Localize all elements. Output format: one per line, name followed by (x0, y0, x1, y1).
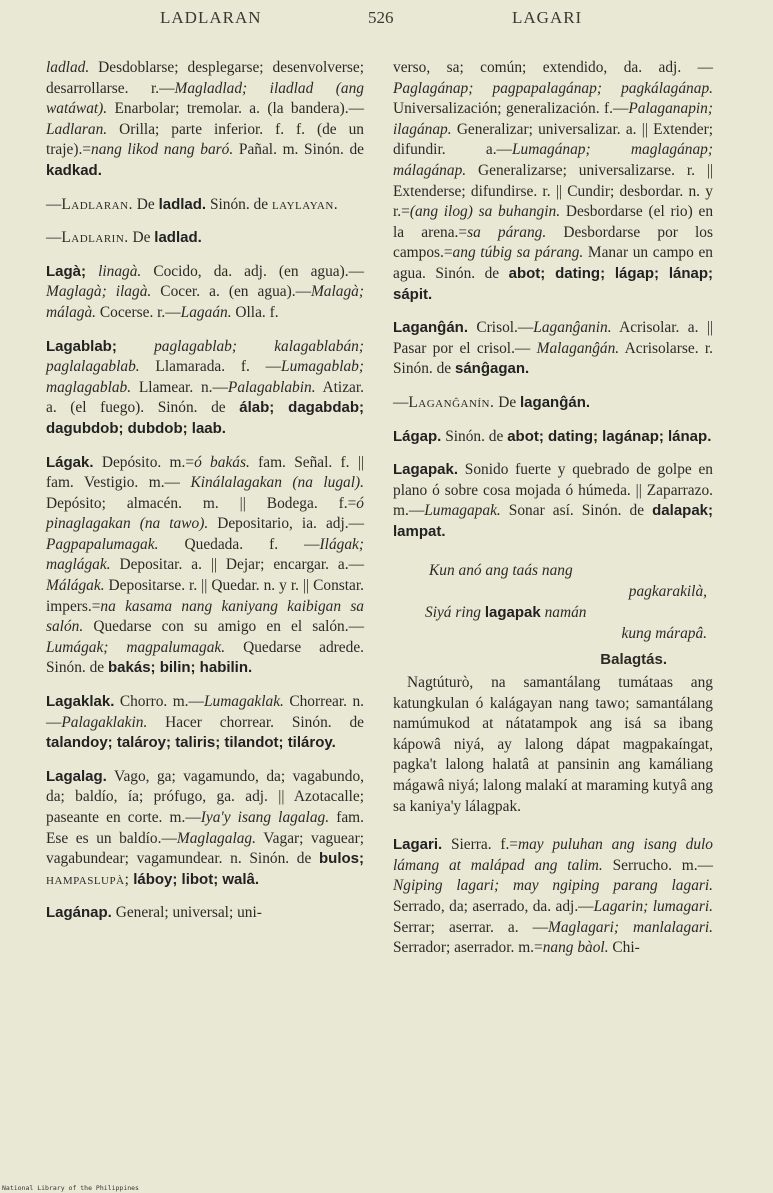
entry-text: Cocido, da. adj. (en agua).— (141, 262, 364, 280)
bold-reference: dalapak; lampat. (393, 502, 713, 540)
headword: Lagánap. (46, 904, 112, 922)
italic-text: Lagarin; lumagari. (593, 898, 713, 915)
italic-text: Palagablabin. (227, 378, 316, 396)
dictionary-entry (393, 58, 713, 305)
bold-reference: sánĝagan. (455, 360, 530, 378)
italic-text: ó bakás. (194, 453, 250, 471)
italic-text: ladlad. (46, 59, 90, 76)
italic-text: paglagablab; kalagablabán; paglalagablab. (46, 337, 364, 376)
entry-text: Depósito. m.= (93, 453, 195, 471)
italic-text: (ang ilog) sa buhangin. (409, 203, 561, 221)
entry-text: Sonido fuerte y quebrado de golpe en plano ó sobre cosa mojada ó húmeda. || Zaparrazo. m.— (393, 461, 713, 520)
entry-text: Desdoblarse; desplegarse; desenvolverse; desarrollarse. r.— (46, 59, 364, 97)
italic-text: Pagpapalumagak. (46, 535, 159, 553)
verse-line: pagkarakilà, (628, 583, 707, 601)
verse-text: Siyá ring (425, 604, 482, 622)
italic-text: Maglagà; ilagà. (46, 283, 152, 301)
entry-text: Chorro. m.— (114, 693, 204, 711)
entry-text: Chorrear. n.— (46, 693, 365, 731)
entry-text: Quedada. f. — (158, 535, 320, 553)
entry-text: Sinón. de (441, 427, 508, 445)
entry-text: General; universal; uni- (111, 904, 262, 922)
dictionary-entry (46, 228, 364, 249)
dictionary-entry (46, 767, 364, 891)
entry-text: fam. Señal. f. || fam. Vestigio. m.— (46, 453, 364, 492)
italic-text: Málágak. (46, 577, 105, 595)
entry-text: — (393, 393, 409, 411)
dictionary-entry (46, 453, 364, 680)
small-caps-reference: Laganĝanín. (408, 393, 495, 411)
italic-text: Lumágak; magpalumagak. (46, 638, 226, 656)
verse-line: Kun anó ang taás nang (429, 562, 573, 580)
bold-reference: laganĝán. (520, 393, 591, 411)
entry-text: Hacer chorrear. Sinón. de (147, 713, 364, 731)
page-number: 526 (368, 8, 394, 27)
italic-text: Ladlaran. (46, 120, 108, 138)
italic-text: Iya'y isang lagalag. (200, 809, 330, 826)
italic-text: Palagaklakin. (61, 713, 148, 731)
bold-reference: talandoy; talároy; taliris; tilandot; tilároy. (46, 734, 336, 752)
bold-reference: abot; dating; lágap; lánap; sápit. (393, 264, 713, 303)
entry-text (86, 263, 98, 280)
entry-text: De (132, 195, 159, 213)
small-caps-reference: hampaslupà; (46, 870, 130, 888)
italic-text: ó pinaglagakan (na tawo). (46, 494, 364, 533)
headword: Lagà; (46, 262, 87, 280)
headword: Laganĝán. (393, 319, 469, 337)
italic-text: linagà. (98, 262, 142, 280)
verse-author: Balagtás. (600, 651, 667, 669)
right-column (393, 58, 713, 972)
verse-quotation (425, 560, 713, 644)
small-caps-reference: Ladlarin. (61, 229, 129, 247)
entry-text: De (128, 229, 155, 247)
headword: Lagalag. (46, 767, 107, 785)
entry-text: Enarbolar; tremolar. a. (la bandera).— (107, 100, 364, 118)
italic-text: Palaganapin; ilagánap. (393, 100, 713, 138)
entry-text: Depositar. a. || Dejar; encargar. a.— (110, 556, 364, 574)
running-head-right: LAGARI (512, 8, 583, 27)
dictionary-entry (393, 393, 713, 414)
entry-text: — (46, 229, 62, 247)
italic-text: Malagà; málagà. (46, 283, 364, 321)
entry-text: Generalizar; universalizar. a. || Extender; difundir. a.— (393, 120, 713, 159)
entry-text: Sonar así. Sinón. de (500, 502, 653, 520)
entry-text: Serrar; aserrar. a. — (393, 918, 549, 936)
dictionary-entry (393, 835, 713, 959)
headword: Lagablab; (46, 337, 117, 355)
dictionary-entry (46, 195, 364, 216)
italic-text: may puluhan ang isang dulo lámang at malápad ang talim. (393, 836, 713, 874)
bold-reference: ladlad. (158, 195, 207, 213)
italic-text: Kinálalagakan (na lugal). (190, 474, 365, 492)
entry-text: Acrisolar. a. || Pasar por el crisol.— (393, 319, 714, 357)
verse-line (425, 602, 713, 623)
dictionary-entry (393, 460, 713, 542)
italic-text: Ngiping lagari; may ngiping parang lagari. (393, 877, 713, 895)
entry-text: — (46, 195, 62, 213)
italic-text: Paglagánap; pagpapalagánap; pagkálagánap. (393, 79, 713, 97)
entry-text: Vago, ga; vagamundo, da; vagabundo, da; baldío, ía; prófugo, ga. adj. || Azotacalle; paseante en corte. m.— (46, 767, 364, 826)
bold-reference: láboy; libot; walâ. (133, 870, 260, 888)
bold-reference: bakás; bilin; habilin. (108, 659, 253, 677)
entry-text: Depositario, ia. adj.— (208, 515, 364, 533)
italic-text: Lumagánap; maglagánap; málagánap. (393, 141, 713, 179)
italic-text: nang likod nang baró. (91, 141, 234, 159)
italic-text: ang túbig sa párang. (452, 244, 584, 262)
entry-text: Quedarse con su amigo en el salón.— (83, 618, 364, 636)
entry-text: Sierra. f.= (442, 836, 518, 854)
entry-text: De (494, 393, 521, 411)
italic-text: na kasama nang kaniyang kaibigan sa salón. (46, 597, 364, 636)
entry-text: Manar un campo en agua. Sinón. de (393, 244, 713, 282)
right-column-final-entries (393, 835, 713, 959)
bold-reference: kadkad. (46, 161, 102, 179)
entry-text (117, 338, 154, 355)
italic-text: Lumagaklak. (203, 693, 284, 711)
italic-text: Maglagari; manlalagari. (548, 918, 714, 936)
italic-text: Ilágak; maglágak. (46, 535, 364, 574)
headword: Lagapak. (393, 461, 459, 479)
verse-text: namán (544, 604, 587, 622)
entry-text: Serrado, da; aserrado, da. adj.— (393, 898, 594, 915)
italic-text: Maglagalag. (176, 829, 256, 847)
entry-text: Sinón. de (206, 195, 272, 213)
commentary-paragraph: Nagtúturò, na samantálang tumátaas ang katungkulan ó kalágayan nang tawo; samantálang namúmukod at nátatampok ang isá sa ibang kápowâ niyá, ay lalong dápat magpakaíngat, pagka't lalong halatâ at pansinin ang kamáliang mágawâ niyá; lalong malakí at maraming kutyâ ang sa kaniya'y lálagpak. (393, 674, 713, 815)
small-caps-reference: laylayan. (271, 195, 339, 213)
italic-text: Lagaán. (180, 303, 232, 321)
entry-text: Quedarse adrede. Sinón. de (46, 638, 364, 677)
library-footer: National Library of the Philippines (2, 1184, 139, 1192)
verse-keyword: lagapak (484, 604, 541, 622)
entry-text: Desbordarse por los campos.= (393, 223, 713, 262)
dictionary-entry (46, 337, 364, 440)
entry-text: Desbordarse (el rio) en la arena.= (393, 203, 714, 241)
dictionary-entry (46, 262, 364, 324)
italic-text: Lumagapak. (424, 502, 501, 520)
entry-text: Llamarada. f. — (139, 358, 282, 376)
entry-text: verso, sa; común; extendido, da. adj. — (393, 59, 713, 76)
entry-text: Acrisolarse. r. Sinón. de (393, 339, 713, 378)
entry-text: Olla. f. (231, 303, 279, 321)
italic-text: Malaganĝán. (536, 339, 620, 357)
entry-text: Depositarse. r. || Quedar. n. y r. || Constar. impers.= (46, 577, 364, 615)
entry-text: Serrucho. m.— (602, 856, 713, 874)
italic-text: Laganĝanin. (533, 319, 612, 337)
entry-text: Vagar; vaguear; vagabundear; vagamundear. n. Sinón. de (46, 829, 364, 868)
italic-text: nang bàol. (542, 939, 609, 957)
bold-reference: álab; dagabdab; dagubdob; dubdob; laab. (46, 399, 364, 437)
entry-text: Cocerse. r.— (96, 303, 181, 321)
entry-text: Pañal. m. Sinón. de (233, 141, 365, 159)
dictionary-entry (46, 58, 364, 182)
right-column-entries (393, 58, 713, 542)
small-caps-reference: Ladlaran. (61, 195, 133, 213)
headword: Lagaklak. (46, 693, 115, 711)
running-head-left: LADLARAN (160, 8, 262, 27)
headword: Lágap. (393, 427, 442, 445)
entry-text: fam. Ese es un baldío.— (46, 809, 364, 847)
entry-text: Crisol.— (468, 319, 534, 337)
entry-text: Atizar. a. (el fuego). Sinón. de (46, 378, 364, 417)
headword: Lagari. (393, 836, 443, 854)
dictionary-entry (393, 427, 713, 448)
verse-line: kung márapâ. (621, 625, 707, 643)
bold-reference: abot; dating; lagánap; lánap. (507, 427, 712, 445)
dictionary-entry (46, 692, 364, 754)
italic-text: Lumagablab; maglagablab. (46, 358, 364, 396)
headword: Lágak. (46, 453, 94, 471)
entry-text: Universalización; generalización. f.— (393, 100, 629, 118)
entry-text: Llamear. n.— (131, 378, 228, 396)
entry-text: Chi- (608, 939, 640, 957)
bold-reference: ladlad. (154, 229, 202, 247)
bold-reference: bulos; (319, 850, 364, 868)
dictionary-entry (46, 903, 364, 924)
entry-text: Depósito; almacén. m. || Bodega. f.= (46, 494, 357, 512)
entry-text: Cocer. a. (en agua).— (151, 283, 311, 301)
entry-text: Generalizarse; universalizarse. r. || Extenderse; difundirse. r. || Cundir; desbordar. n. y r.= (393, 161, 713, 221)
italic-text: sa párang. (467, 223, 547, 241)
italic-text: Magladlad; iladlad (ang watáwat). (46, 79, 364, 118)
dictionary-entry (393, 318, 713, 380)
left-column (46, 58, 364, 937)
entry-text: Serrador; aserrador. m.= (393, 939, 543, 957)
entry-text: Orilla; parte inferior. f. f. (de un traje).= (46, 120, 364, 159)
